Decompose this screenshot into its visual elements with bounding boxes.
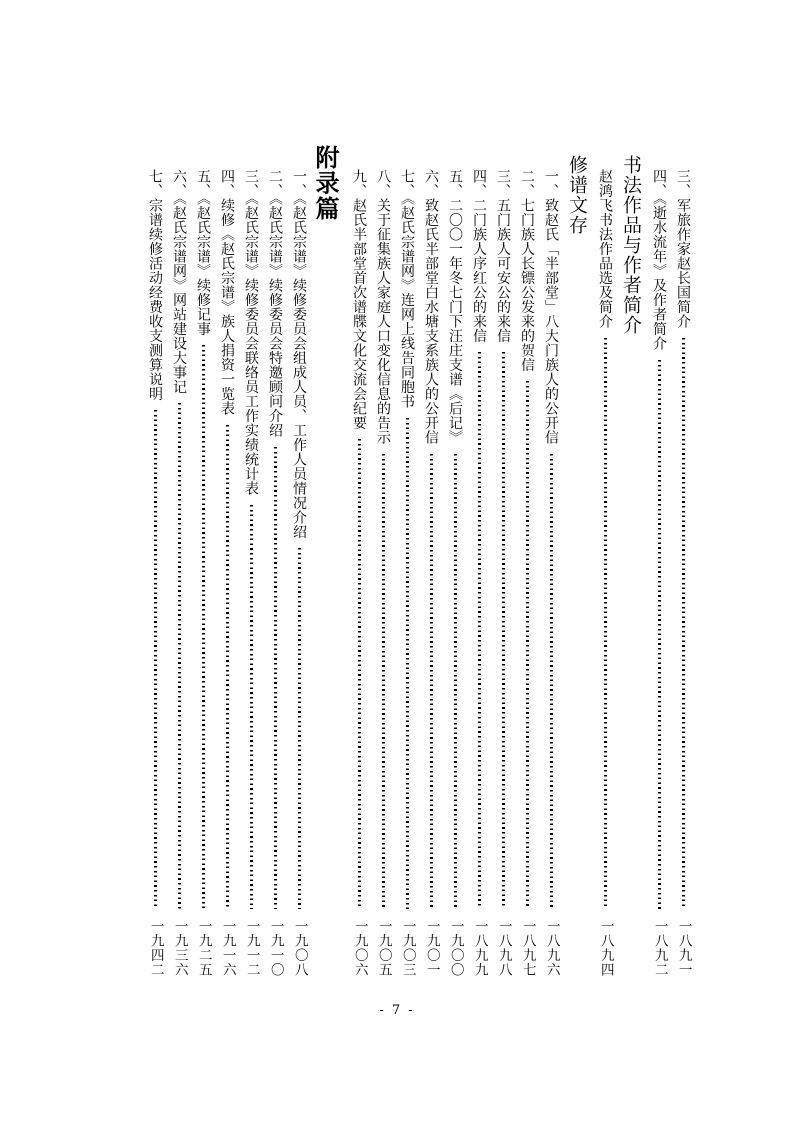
toc-dotted-leader [274,447,277,910]
toc-section-heading [311,145,340,977]
toc-entry-column [472,145,486,977]
toc-dotted-leader [406,418,409,910]
toc-entry-title: 赵鸿飞书法作品选及简介 [597,169,613,329]
toc-entry-title: 四、二门族人序红公的来信 [471,169,487,343]
toc-entry-title: 一、致赵氏「半部堂」八大门族人的公开信 [543,169,559,445]
toc-entry-column [196,145,210,977]
toc-dotted-leader [178,403,181,909]
toc-entry-page-number: 一九二五 [195,919,212,977]
toc-dotted-leader [298,548,301,909]
toc-entry-column [424,145,438,977]
toc-entry-column [544,145,558,977]
toc-entry-title: 七、宗谱续修活动经费收支测算说明 [147,169,163,401]
toc-entry-page-number: 一八九八 [495,919,512,977]
toc-entry-column [520,145,534,977]
toc-dotted-leader [358,439,361,909]
toc-entry-column [292,145,306,977]
toc-dotted-leader [226,425,229,910]
toc-dotted-leader [430,454,433,910]
toc-entry-title: 五、二〇〇一年冬七门下汪庄支谱《后记》 [447,169,463,445]
toc-entry-title: 三、五门族人可安公的来信 [495,169,511,343]
toc-entry-column [268,145,282,977]
toc-dotted-leader [550,454,553,910]
toc-section-heading [621,145,640,977]
toc-entry-title: 六、《赵氏宗谱网》网站建设大事记 [171,169,187,394]
toc-entry-page-number: 一九〇三 [399,919,416,977]
toc-entry-page-number: 一九〇〇 [447,919,464,977]
toc-entry-column [496,145,510,977]
toc-section-title: 修谱文存 [566,155,588,235]
toc-dotted-leader [454,454,457,910]
toc-entry-page-number: 一八九九 [471,919,488,977]
toc-entry-column [400,145,414,977]
toc-entry-title: 六、致赵氏半部堂白水塘支系族人的公开信 [423,169,439,445]
toc-entry-page-number: 一九四二 [147,919,164,977]
toc-entry-title: 五、《赵氏宗谱》续修记事 [195,169,211,336]
toc-section-title: 附录篇 [311,145,340,222]
toc-entry-page-number: 一九三六 [171,919,188,977]
toc-entry-column [652,145,666,977]
toc-dotted-leader [202,345,205,909]
toc-entry-title: 四、《逝水流年》及作者简介 [651,169,667,351]
toc-entry-title: 八、关于征集族人家庭人口变化信息的告示 [375,169,391,445]
toc-dotted-leader [502,352,505,909]
toc-section-title: 书法作品与作者简介 [620,155,642,335]
toc-entry-column [244,145,258,977]
toc-entry-column [148,145,162,977]
toc-entry-column [376,145,390,977]
toc-entry-title: 一、《赵氏宗谱》续修委员会组成人员、工作人员情况介绍 [291,169,307,539]
toc-entry-title: 三、军旅作家赵长国简介 [675,169,691,329]
toc-entry-column [352,145,366,977]
page-number-footer: - 7 - [379,1003,415,1018]
toc-entry-column [598,145,612,977]
toc-entry-page-number: 一八九六 [543,919,560,977]
toc-dotted-leader [604,338,607,910]
toc-entry-page-number: 一八九二 [651,919,668,977]
toc-dotted-leader [382,454,385,910]
toc-entry-page-number: 一九〇五 [375,919,392,977]
toc-dotted-leader [526,381,529,909]
toc [138,145,690,977]
toc-entry-title: 二、七门族人长镖公发来的贺信 [519,169,535,372]
toc-entry-column [448,145,462,977]
toc-entry-title: 二、《赵氏宗谱》续修委员会特邀顾问介绍 [267,169,283,438]
toc-entry-column [172,145,186,977]
toc-entry-column [220,145,234,977]
toc-entry-page-number: 一九〇一 [423,919,440,977]
toc-entry-page-number: 一八九四 [597,919,614,977]
toc-entry-page-number: 一九一二 [243,919,260,977]
toc-dotted-leader [682,338,685,910]
toc-entry-page-number: 一九〇八 [291,919,308,977]
toc-entry-page-number: 一九一六 [219,919,236,977]
toc-entry-title: 九、赵氏半部堂首次谱牒文化交流会纪要 [351,169,367,430]
toc-entry-page-number: 一九〇六 [351,919,368,977]
toc-entry-page-number: 一八九七 [519,919,536,977]
toc-entry-page-number: 一九一〇 [267,919,284,977]
toc-dotted-leader [658,360,661,910]
toc-section-heading [567,145,586,977]
toc-dotted-leader [154,410,157,909]
toc-dotted-leader [250,505,253,910]
toc-entry-title: 七、《赵氏宗谱网》连网上线告同胞书 [399,169,415,409]
toc-entry-page-number: 一八九一 [675,919,692,977]
toc-entry-title: 三、《赵氏宗谱》续修委员会联络员工作实绩统计表 [243,169,259,496]
toc-entry-title: 四、续修《赵氏宗谱》族人捐资一览表 [219,169,235,416]
toc-entry-column [676,145,690,977]
toc-dotted-leader [478,352,481,909]
